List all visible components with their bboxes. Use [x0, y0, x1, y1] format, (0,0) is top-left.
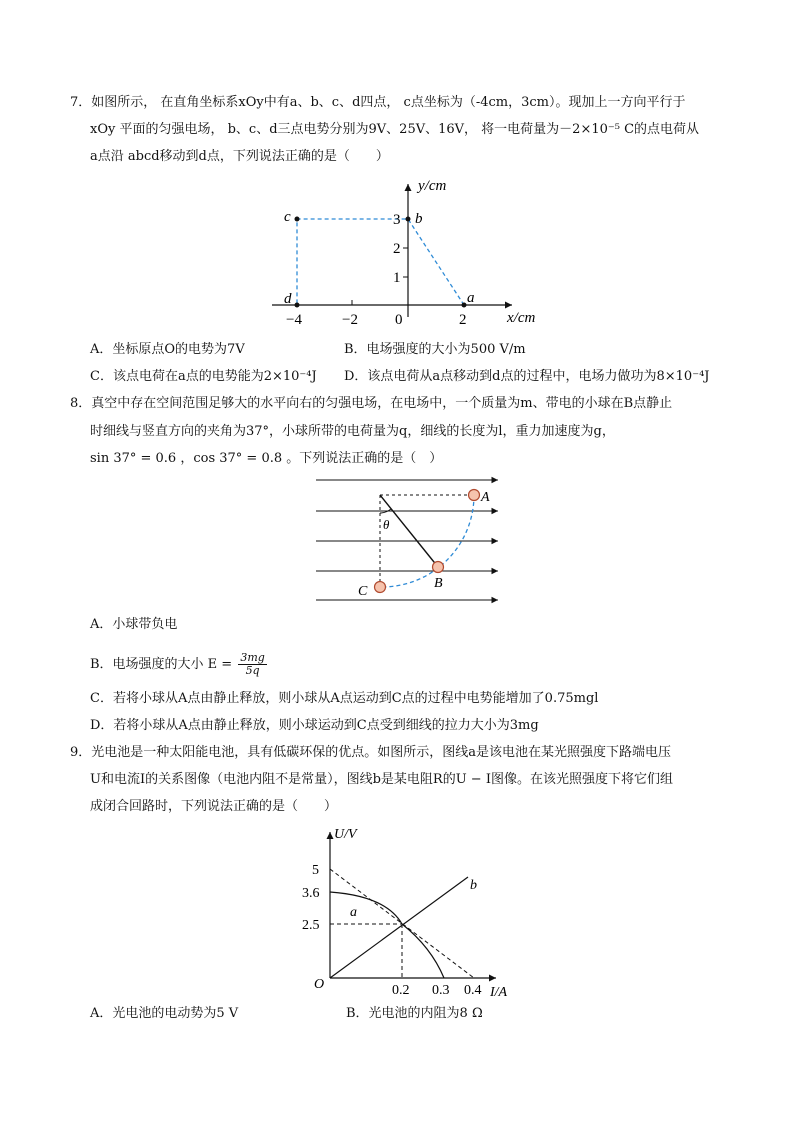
q7-stem-line1: 7．如图所示， 在直角坐标系xOy中有a、b、c、d四点， c点坐标为（-4cm，3cm）。现加上一方向平行于: [70, 95, 686, 110]
q8-label-theta: θ: [383, 517, 390, 532]
q9-ui-graph: [296, 822, 526, 1002]
q8-ball-b: [433, 562, 444, 573]
q8-option-b-fraction: $\frac{3mg}{5q}$: [240, 651, 265, 677]
q9-stem-line2: U和电流I的关系图像（电池内阻不是常量），图线b是某电阻R的U − I图像。在该光照强度下将它们组: [90, 772, 673, 787]
q7-option-a[interactable]: A．坐标原点O的电势为7V: [90, 342, 245, 357]
q8-option-b-prefix: B．电场强度的大小 E =: [90, 657, 237, 672]
q7-x-label: x/cm: [507, 310, 536, 326]
q7-xtick-0: 0: [395, 312, 403, 328]
q7-label-d: d: [284, 291, 292, 307]
q9-line-b: [330, 877, 468, 978]
q8-field-figure: [310, 474, 510, 608]
q9-origin: O: [314, 977, 325, 992]
q7-option-b[interactable]: B．电场强度的大小为500 V/m: [344, 342, 526, 357]
q8-label-a: A: [481, 490, 490, 505]
q7-point-a: [462, 303, 467, 308]
q7-option-d[interactable]: D．该点电荷从a点移动到d点的过程中，电场力做功为8×10⁻⁴J: [344, 369, 710, 384]
q8-ball-c: [375, 582, 386, 593]
q7-point-d: [295, 303, 300, 308]
q7-coordinate-figure: [262, 172, 552, 332]
q9-xtick-0-4: 0.4: [464, 983, 482, 998]
q7-path-dashed: [297, 219, 464, 305]
q7-point-c: [295, 217, 300, 222]
q7-xtick-neg2: −2: [342, 312, 358, 328]
q8-option-d[interactable]: D．若将小球从A点由静止释放，则小球运动到C点受到细线的拉力大小为3mg: [90, 718, 539, 733]
q7-ytick-2: 2: [393, 241, 401, 257]
q7-stem-line3: a点沿 abcd移动到d点，下列说法正确的是（ ）: [90, 149, 389, 164]
q9-ytick-2-5: 2.5: [302, 918, 320, 933]
q7-label-b: b: [415, 211, 423, 227]
q8-stem-line1: 8．真空中存在空间范围足够大的水平向右的匀强电场，在电场中，一个质量为m、带电的小球在B点静止: [70, 396, 673, 411]
q9-option-b[interactable]: B．光电池的内阻为8 Ω: [346, 1006, 483, 1021]
q8-ball-a: [469, 490, 480, 501]
q9-xtick-0-3: 0.3: [432, 983, 450, 998]
q9-stem-line1: 9．光电池是一种太阳能电池，具有低碳环保的优点。如图所示，图线a是该电池在某光照强度下路端电压: [70, 745, 672, 760]
q9-x-label: I/A: [490, 985, 508, 1000]
q7-label-a: a: [467, 290, 475, 306]
q7-ytick-1: 1: [393, 270, 401, 286]
q8-option-a[interactable]: A．小球带负电: [90, 617, 178, 632]
q8-option-c[interactable]: C．若将小球从A点由静止释放，则小球从A点运动到C点的过程中电势能增加了0.75mgl: [90, 691, 599, 706]
q9-ytick-3-6: 3.6: [302, 886, 320, 901]
q7-stem-line2: xOy 平面的匀强电场， b、c、d三点电势分别为9V、25V、16V， 将一电荷量为－2×10⁻⁵ C的点电荷从: [90, 122, 700, 137]
q9-stem-line3: 成闭合回路时，下列说法正确的是（ ）: [90, 799, 338, 814]
q8-stem-line3: sin 37° = 0.6 ，cos 37° = 0.8 。下列说法正确的是（ ）: [90, 451, 443, 466]
q7-point-b: [406, 217, 411, 222]
q7-label-c: c: [284, 209, 291, 225]
q9-label-a: a: [350, 905, 357, 920]
q7-xtick-2: 2: [459, 312, 467, 328]
q7-ytick-3: 3: [393, 212, 401, 228]
q9-xtick-0-2: 0.2: [392, 983, 410, 998]
q8-stem-line2: 时细线与竖直方向的夹角为37°，小球所带的电荷量为q，细线的长度为l，重力加速度为g，: [90, 424, 615, 439]
q7-option-c[interactable]: C．该点电荷在a点的电势能为2×10⁻⁴J: [90, 369, 317, 384]
q8-option-b[interactable]: [90, 652, 267, 678]
q8-label-c: C: [358, 584, 368, 599]
q8-label-b: B: [434, 576, 443, 591]
q9-option-a[interactable]: A．光电池的电动势为5 V: [90, 1006, 239, 1021]
q9-y-label: U/V: [334, 827, 357, 842]
q9-ytick-5: 5: [312, 863, 319, 878]
q7-y-label: y/cm: [418, 178, 447, 194]
q9-label-b: b: [470, 878, 477, 893]
q7-xtick-neg4: −4: [286, 312, 302, 328]
